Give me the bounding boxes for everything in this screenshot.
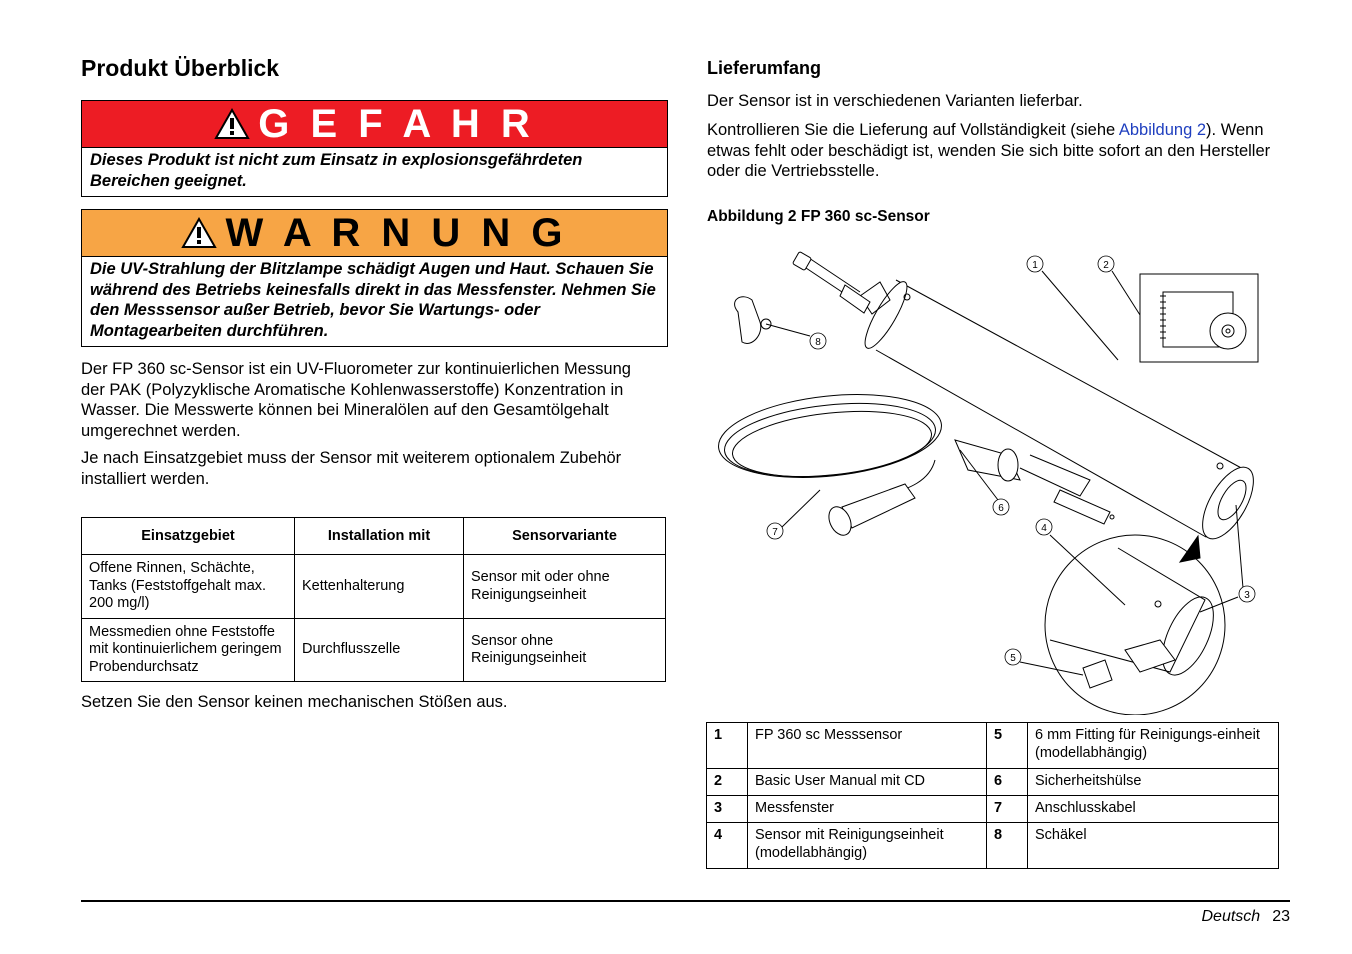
table-cell: Offene Rinnen, Schächte, Tanks (Feststoffgehalt max. 200 mg/l) [82,555,295,619]
probe-rod [792,251,870,313]
part-label: Anschlusskabel [1028,796,1279,823]
warning-text: Die UV-Strahlung der Blitzlampe schädigt Augen und Haut. Schauen Sie während des Betriebs keinesfalls direkt in das Messfenster. Nehmen Sie den Messsensor außer Betrieb, bevor Sie Wartungs- oder Montagearbeiten durchführen. [90,260,656,340]
svg-text:1: 1 [1032,260,1038,271]
svg-text:6: 6 [998,503,1004,514]
warning-triangle-icon [214,108,250,140]
callout-5 [1005,649,1021,665]
table-header-row [82,518,666,555]
part-label: Messfenster [748,796,987,823]
intro-paragraph-1: Der FP 360 sc-Sensor ist ein UV-Fluorometer zur kontinuierlichen Messung der PAK (Polyzyklische Aromatische Kohlenwasserstoffe) Konzentration in Wasser. Die Messwerte können bei Mineralölen auf den Gesamtölgehalt umgerechnet werden. [81,360,631,440]
table-row [82,555,666,619]
svg-text:4: 4 [1041,523,1047,534]
table-row [707,723,1279,769]
intro-paragraph-2: Je nach Einsatzgebiet muss der Sensor mit weiterem optionalem Zubehör installiert werden. [81,449,622,488]
svg-text:3: 3 [1244,590,1250,601]
shock-note: Setzen Sie den Sensor keinen mechanischen Stößen aus. [81,693,508,711]
svg-text:8: 8 [815,337,821,348]
callout-2 [1098,256,1114,272]
part-label: Sensor mit Reinigungseinheit (modellabhängig) [748,823,987,869]
part-label: Schäkel [1028,823,1279,869]
danger-banner [82,101,667,148]
warning-triangle-icon [181,217,217,249]
table-cell: Sensor mit oder ohne Reinigungseinheit [464,555,666,619]
part-number: 7 [987,796,1028,823]
table-row [707,769,1279,796]
footer-language: Deutsch [1201,908,1261,925]
section-title: Produkt Überblick [81,55,280,81]
footer-rule [81,900,1290,902]
part-number: 6 [987,769,1028,796]
part-number: 5 [987,723,1028,769]
delivery-title: Lieferumfang [707,58,822,78]
page-footer [1202,908,1291,926]
shackle [735,297,771,344]
part-label: Sicherheitshülse [1028,769,1279,796]
sensor-illustration [706,240,1286,715]
delivery-paragraph-2: Kontrollieren Sie die Lieferung auf Vollständigkeit (siehe Abbildung 2). Wenn etwas fehlt oder beschädigt ist, wenden Sie sich bitte sofort an den Hersteller oder die Vertriebsstelle. [707,121,1271,180]
svg-text:2: 2 [1103,260,1109,271]
part-number: 8 [987,823,1028,869]
part-number: 2 [707,769,748,796]
callout-7 [767,523,783,539]
callout-8 [810,333,826,349]
table-cell: Durchflusszelle [295,619,464,682]
danger-text: Dieses Produkt ist nicht zum Einsatz in explosionsgefährdeten Bereichen geeignet. [90,151,583,190]
manual-cd [1140,274,1258,362]
callout-6 [993,499,1009,515]
cable-coil [714,385,945,496]
cable-connector [825,484,915,539]
application-table [81,517,666,682]
page-number: 23 [1272,908,1290,925]
parts-table [706,722,1279,869]
part-label: Basic User Manual mit CD [748,769,987,796]
svg-text:5: 5 [1010,653,1016,664]
part-number: 1 [707,723,748,769]
part-number: 3 [707,796,748,823]
table-cell: Sensor ohne Reinigungseinheit [464,619,666,682]
danger-label: G E F A H R [258,102,535,146]
table-row [82,619,666,682]
danger-notice [81,100,668,197]
part-label: FP 360 sc Messsensor [748,723,987,769]
table-row [707,796,1279,823]
column-header: Installation mit [295,518,464,555]
table-row [707,823,1279,869]
callout-1 [1027,256,1043,272]
table-cell: Messmedien ohne Feststoffe mit kontinuierlichem geringem Probendurchsatz [82,619,295,682]
delivery-paragraph-1: Der Sensor ist in verschiedenen Varianten lieferbar. [707,92,1083,110]
callout-3 [1239,586,1255,602]
column-header: Einsatzgebiet [82,518,295,555]
warning-notice [81,209,668,347]
svg-text:7: 7 [772,527,778,538]
part-number: 4 [707,823,748,869]
warning-label: W A R N U N G [225,211,568,255]
column-header: Sensorvariante [464,518,666,555]
warning-banner [82,210,667,257]
detail-circle [1045,535,1225,715]
callout-4 [1036,519,1052,535]
part-label: 6 mm Fitting für Reinigungs-einheit (modellabhängig) [1028,723,1279,769]
figure-caption: Abbildung 2 FP 360 sc-Sensor [707,208,930,225]
figure-link[interactable]: Abbildung 2 [1118,121,1207,139]
table-cell: Kettenhalterung [295,555,464,619]
